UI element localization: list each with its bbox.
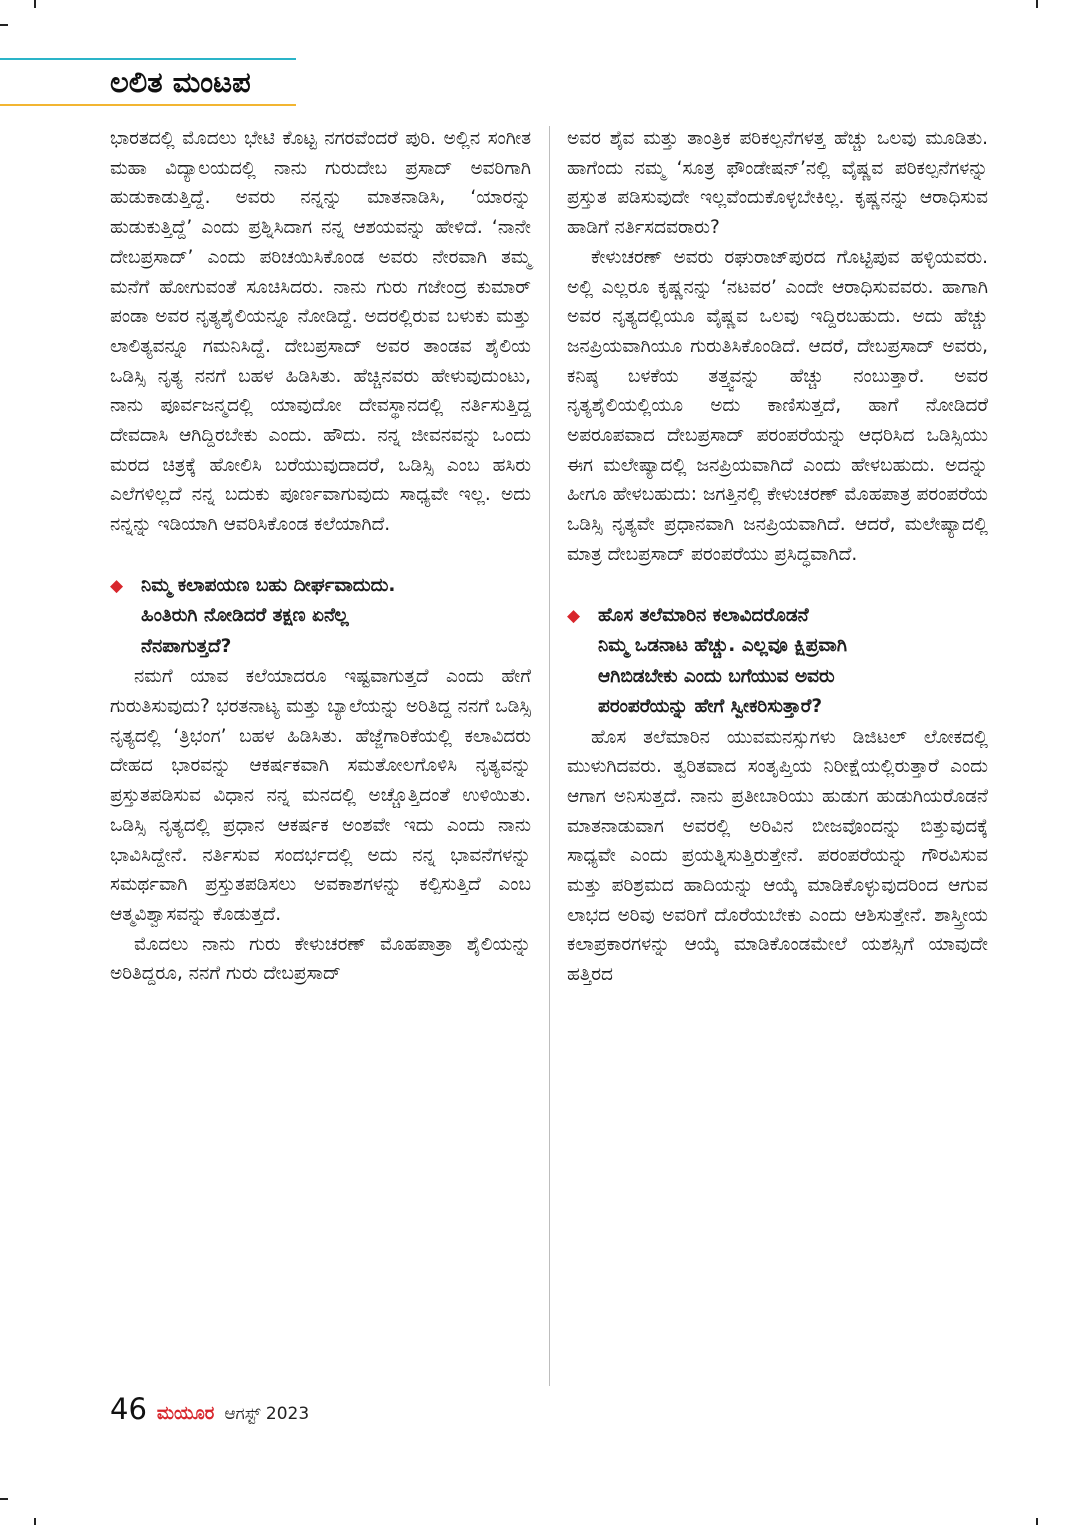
diamond-icon: ◆ <box>567 605 581 626</box>
crop-mark-top-right <box>1036 0 1038 8</box>
crop-mark-left-lower <box>0 1498 8 1500</box>
question-line: ಆಗಿಬಿಡಬೇಕು ಎಂದು ಬಗೆಯುವ ಅವರು <box>598 665 835 687</box>
question-line: ಪರಂಪರೆಯನ್ನು ಹೇಗೆ ಸ್ವೀಕರಿಸುತ್ತಾರೆ? <box>598 696 823 718</box>
body-paragraph: ಹೊಸ ತಲೆಮಾರಿನ ಯುವಮನಸ್ಸುಗಳು ಡಿಜಿಟಲ್ ಲೋಕದಲ್ಲಿ ಮುಳುಗಿದವರು. ತ್ವರಿತವಾದ ಸಂತೃಪ್ತಿಯ ನಿರೀಕ್ಷೆಯಲ್ಲಿರುತ್ತಾರೆ ಎಂದು ಆಗಾಗ ಅನಿಸುತ್ತದೆ. ನಾನು ಪ್ರತೀಬಾರಿಯು ಹುಡುಗ ಹುಡುಗಿಯರೊಡನೆ ಮಾತನಾಡುವಾಗ ಅವರಲ್ಲಿ ಅರಿವಿನ ಬೀಜವೊಂದನ್ನು ಬಿತ್ತುವುದಕ್ಕೆ ಸಾಧ್ಯವೇ ಎಂದು ಪ್ರಯತ್ನಿಸುತ್ತಿರುತ್ತೇನೆ. ಪರಂಪರೆಯನ್ನು ಗೌರವಿಸುವ ಮತ್ತು ಪರಿಶ್ರಮದ ಹಾದಿಯನ್ನು ಆಯ್ಕೆ ಮಾಡಿಕೊಳ್ಳುವುದರಿಂದ ಆಗುವ ಲಾಭದ ಅರಿವು ಅವರಿಗೆ ದೊರೆಯಬೇಕು ಎಂದು ಆಶಿಸುತ್ತೇನೆ. ಶಾಸ್ತ್ರೀಯ ಕಲಾಪ್ರಕಾರಗಳನ್ನು ಆಯ್ಕೆ ಮಾಡಿಕೊಂಡಮೇಲೆ ಯಶಸ್ಸಿಗೆ ಯಾವುದೇ ಹತ್ತಿರದ <box>567 726 988 986</box>
body-paragraph: ಕೇಳುಚರಣ್ ಅವರು ರಘುರಾಜ್‌ಪುರದ ಗೊಟ್ಟಿಪುವ ಹಳ್ಳಿಯವರು. ಅಲ್ಲಿ ಎಲ್ಲರೂ ಕೃಷ್ಣನನ್ನು ‘ನಟವರ’ ಎಂದೇ ಆರಾಧಿಸುವವರು. ಹಾಗಾಗಿ ಅವರ ನೃತ್ಯದಲ್ಲಿಯೂ ವೈಷ್ಣವ ಒಲವು ಇದ್ದಿರಬಹುದು. ಅದು ಹೆಚ್ಚು ಜನಪ್ರಿಯವಾಗಿಯೂ ಗುರುತಿಸಿಕೊಂಡಿದೆ. ಆದರೆ, ದೇಬಪ್ರಸಾದ್ ಅವರು, ಕನಿಷ್ಠ ಬಳಕೆಯ ತತ್ತ್ವವನ್ನು ಹೆಚ್ಚು ನಂಬುತ್ತಾರೆ. ಅವರ ನೃತ್ಯಶೈಲಿಯಲ್ಲಿಯೂ ಅದು ಕಾಣಿಸುತ್ತದೆ, ಹಾಗೆ ನೋಡಿದರೆ ಅಪರೂಪವಾದ ದೇಬಪ್ರಸಾದ್ ಪರಂಪರೆಯನ್ನು ಆಧರಿಸಿದ ಒಡಿಸ್ಸಿಯು ಈಗ ಮಲೇಷ್ಯಾದಲ್ಲಿ ಜನಪ್ರಿಯವಾಗಿದೆ ಎಂದು ಹೇಳಬಹುದು. ಅದನ್ನು ಹೀಗೂ ಹೇಳಬಹುದು: ಜಗತ್ತಿನಲ್ಲಿ ಕೇಳುಚರಣ್ ಮೊಹಪಾತ್ರ ಪರಂಪರೆಯ ಒಡಿಸ್ಸಿ ನೃತ್ಯವೇ ಪ್ರಧಾನವಾಗಿ ಜನಪ್ರಿಯವಾಗಿದೆ. ಆದರೆ, ಮಲೇಷ್ಯಾದಲ್ಲಿ ಮಾತ್ರ ದೇಬಪ್ರಸಾದ್ ಪರಂಪರೆಯು ಪ್ರಸಿದ್ಧವಾಗಿದೆ. <box>567 246 988 565</box>
crop-mark-bottom-left <box>34 1518 36 1525</box>
crop-mark-bottom-right <box>1036 1518 1038 1525</box>
interview-question <box>110 571 531 663</box>
question-line: ಹಿಂತಿರುಗಿ ನೋಡಿದರೆ ತಕ್ಷಣ ಏನೆಲ್ಲ <box>141 605 349 627</box>
column-divider <box>549 126 550 1386</box>
page-number: 46 <box>110 1392 147 1426</box>
question-line: ನೆನಪಾಗುತ್ತದೆ? <box>141 635 232 657</box>
question-line: ◆ ಹೊಸ ತಲೆಮಾರಿನ ಕಲಾವಿದರೊಡನೆ <box>567 601 988 632</box>
question-line: ನಿಮ್ಮ ಒಡನಾಟ ಹೆಚ್ಚು. ಎಲ್ಲವೂ ಕ್ಷಿಪ್ರವಾಗಿ <box>598 635 847 657</box>
body-paragraph: ಭಾರತದಲ್ಲಿ ಮೊದಲು ಭೇಟಿ ಕೊಟ್ಟ ನಗರವೆಂದರೆ ಪುರಿ. ಅಲ್ಲಿನ ಸಂಗೀತ ಮಹಾ ವಿದ್ಯಾಲಯದಲ್ಲಿ ನಾನು ಗುರುದೇಬ ಪ್ರಸಾದ್ ಅವರಿಗಾಗಿ ಹುಡುಕಾಡುತ್ತಿದ್ದೆ. ಅವರು ನನ್ನನ್ನು ಮಾತನಾಡಿಸಿ, ‘ಯಾರನ್ನು ಹುಡುಕುತ್ತಿದ್ದೆ’ ಎಂದು ಪ್ರಶ್ನಿಸಿದಾಗ ನನ್ನ ಆಶಯವನ್ನು ಹೇಳಿದೆ. ‘ನಾನೇ ದೇಬಪ್ರಸಾದ್’ ಎಂದು ಪರಿಚಯಿಸಿಕೊಂಡ ಅವರು ನೇರವಾಗಿ ತಮ್ಮ ಮನೆಗೆ ಹೋಗುವಂತೆ ಸೂಚಿಸಿದರು. ನಾನು ಗುರು ಗಜೇಂದ್ರ ಕುಮಾರ್ ಪಂಡಾ ಅವರ ನೃತ್ಯಶೈಲಿಯನ್ನೂ ನೋಡಿದ್ದೆ. ಅದರಲ್ಲಿರುವ ಬಳುಕು ಮತ್ತು ಲಾಲಿತ್ಯವನ್ನೂ ಗಮನಿಸಿದ್ದೆ. ದೇಬಪ್ರಸಾದ್ ಅವರ ತಾಂಡವ ಶೈಲಿಯ ಒಡಿಸ್ಸಿ ನೃತ್ಯ ನನಗೆ ಬಹಳ ಹಿಡಿಸಿತು. ಹೆಚ್ಚಿನವರು ಹೇಳುವುದುಂಟು, ನಾನು ಪೂರ್ವಜನ್ಮದಲ್ಲಿ ಯಾವುದೋ ದೇವಸ್ಥಾನದಲ್ಲಿ ನರ್ತಿಸುತ್ತಿದ್ದ ದೇವದಾಸಿ ಆಗಿದ್ದಿರಬೇಕು ಎಂದು. ಹೌದು. ನನ್ನ ಜೀವನವನ್ನು ಒಂದು ಮರದ ಚಿತ್ರಕ್ಕೆ ಹೋಲಿಸಿ ಬರೆಯುವುದಾದರೆ, ಒಡಿಸ್ಸಿ ಎಂಬ ಹಸಿರು ಎಲೆಗಳಿಲ್ಲದೆ ನನ್ನ ಬದುಕು ಪೂರ್ಣವಾಗುವುದು ಸಾಧ್ಯವೇ ಇಲ್ಲ. ಅದು ನನ್ನನ್ನು ಇಡಿಯಾಗಿ ಆವರಿಸಿಕೊಂಡ ಕಲೆಯಾಗಿದೆ. <box>110 128 531 536</box>
section-rule-bottom <box>0 104 296 106</box>
crop-mark-left-upper <box>0 24 8 26</box>
body-paragraph: ಅವರ ಶೈವ ಮತ್ತು ತಾಂತ್ರಿಕ ಪರಿಕಲ್ಪನೆಗಳತ್ತ ಹೆಚ್ಚು ಒಲವು ಮೂಡಿತು. ಹಾಗೆಂದು ನಮ್ಮ ‘ಸೂತ್ರ ಫೌಂಡೇಷನ್’ನಲ್ಲಿ ವೈಷ್ಣವ ಪರಿಕಲ್ಪನೆಗಳನ್ನು ಪ್ರಸ್ತುತ ಪಡಿಸುವುದೇ ಇಲ್ಲವೆಂದುಕೊಳ್ಳಬೇಕಿಲ್ಲ. ಕೃಷ್ಣನನ್ನು ಆರಾಧಿಸುವ ಹಾಡಿಗೆ ನರ್ತಿಸದವರಾರು? <box>567 128 988 239</box>
body-paragraph: ಮೊದಲು ನಾನು ಗುರು ಕೇಳುಚರಣ್ ಮೊಹಪಾತ್ರಾ ಶೈಲಿಯನ್ನು ಅರಿತಿದ್ದರೂ, ನನಗೆ ಗುರು ದೇಬಪ್ರಸಾದ್ <box>110 933 531 985</box>
crop-mark-top-left <box>34 0 36 8</box>
interview-question <box>567 601 988 723</box>
diamond-icon: ◆ <box>110 575 124 596</box>
article-column-right <box>567 124 988 990</box>
article-column-left <box>110 124 531 989</box>
magazine-logo: ಮಯೂರ <box>156 1403 215 1424</box>
issue-date: ಆಗಸ್ಟ್ 2023 <box>224 1404 310 1424</box>
page-footer <box>110 1392 309 1426</box>
question-line: ◆ ನಿಮ್ಮ ಕಲಾಪಯಣ ಬಹು ದೀರ್ಘವಾದುದು. <box>110 571 531 602</box>
body-paragraph: ನಮಗೆ ಯಾವ ಕಲೆಯಾದರೂ ಇಷ್ಟವಾಗುತ್ತದೆ ಎಂದು ಹೇಗೆ ಗುರುತಿಸುವುದು? ಭರತನಾಟ್ಯ ಮತ್ತು ಬ್ಯಾಲೆಯನ್ನು ಅರಿತಿದ್ದ ನನಗೆ ಒಡಿಸ್ಸಿ ನೃತ್ಯದಲ್ಲಿ ‘ತ್ರಿಭಂಗ’ ಬಹಳ ಹಿಡಿಸಿತು. ಹೆಜ್ಜೆಗಾರಿಕೆಯಲ್ಲಿ ಕಲಾವಿದರು ದೇಹದ ಭಾರವನ್ನು ಆಕರ್ಷಕವಾಗಿ ಸಮತೋಲಗೊಳಿಸಿ ನೃತ್ಯವನ್ನು ಪ್ರಸ್ತುತಪಡಿಸುವ ವಿಧಾನ ನನ್ನ ಮನದಲ್ಲಿ ಅಚ್ಚೊತ್ತಿದಂತೆ ಉಳಿಯಿತು. ಒಡಿಸ್ಸಿ ನೃತ್ಯದಲ್ಲಿ ಪ್ರಧಾನ ಆಕರ್ಷಕ ಅಂಶವೇ ಇದು ಎಂದು ನಾನು ಭಾವಿಸಿದ್ದೇನೆ. ನರ್ತಿಸುವ ಸಂದರ್ಭದಲ್ಲಿ ಅದು ನನ್ನ ಭಾವನೆಗಳನ್ನು ಸಮರ್ಥವಾಗಿ ಪ್ರಸ್ತುತಪಡಿಸಲು ಅವಕಾಶಗಳನ್ನು ಕಲ್ಪಿಸುತ್ತಿದೆ ಎಂಬ ಆತ್ಮವಿಶ್ವಾಸವನ್ನು ಕೊಡುತ್ತದೆ. <box>110 666 531 925</box>
section-title: ಲಲಿತ ಮಂಟಪ <box>110 65 251 99</box>
